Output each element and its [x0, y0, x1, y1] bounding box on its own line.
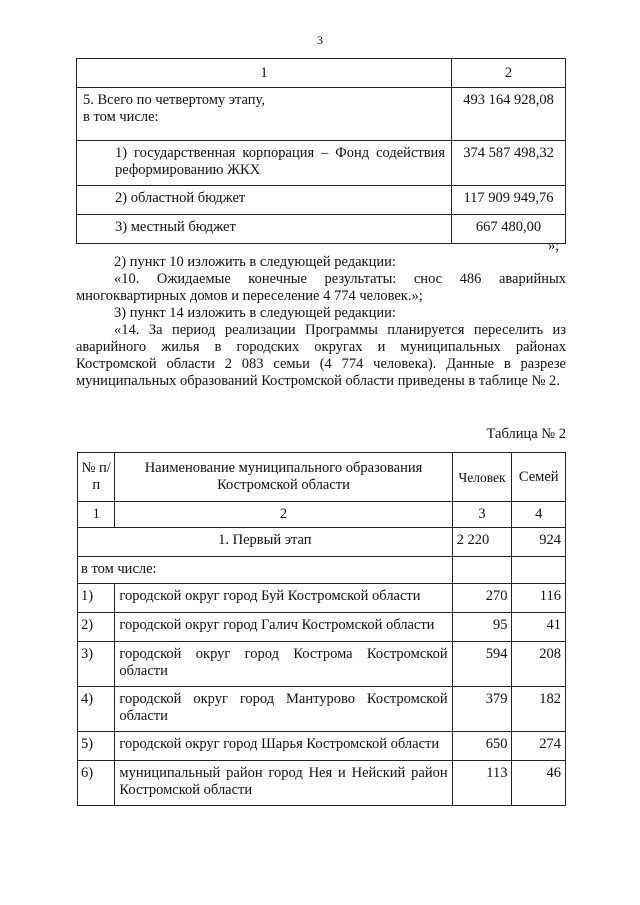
row-label: 1) государственная корпорация – Фонд содействия реформированию ЖКХ — [77, 141, 452, 186]
table-row — [77, 186, 566, 215]
row-value: 117 909 949,76 — [452, 186, 566, 215]
row-name: городской округ город Кострома Костромской области — [115, 642, 452, 687]
row-value: 667 480,00 — [452, 215, 566, 244]
row-value: 493 164 928,08 — [452, 88, 566, 141]
row-people: 113 — [452, 761, 512, 806]
table-row — [78, 761, 566, 806]
row-families: 41 — [512, 613, 566, 642]
row-name: городской округ город Мантурово Костромской области — [115, 687, 452, 732]
empty-cell — [452, 557, 512, 584]
total-stage-4-label: 5. Всего по четвертому этапу, — [83, 92, 265, 108]
row-label: 3) местный бюджет — [77, 215, 452, 244]
table-row — [77, 88, 566, 141]
row-name: городской округ город Галич Костромской области — [115, 613, 452, 642]
table-row — [78, 732, 566, 761]
row-number: 1) — [78, 584, 115, 613]
column-number-1: 1 — [77, 59, 452, 88]
row-families: 208 — [512, 642, 566, 687]
table-row — [77, 215, 566, 244]
paragraph-item-3: 3) пункт 14 изложить в следующей редакции: — [114, 305, 396, 321]
paragraph-item-2: 2) пункт 10 изложить в следующей редакции: — [114, 254, 396, 270]
table-header-row — [77, 59, 566, 88]
row-number: 6) — [78, 761, 115, 806]
row-people: 270 — [452, 584, 512, 613]
row-families: 46 — [512, 761, 566, 806]
row-number: 5) — [78, 732, 115, 761]
table-caption: Таблица № 2 — [486, 426, 566, 442]
row-name: городской округ город Буй Костромской области — [115, 584, 452, 613]
row-name: городской округ город Шарья Костромской области — [115, 732, 452, 761]
table-row — [78, 584, 566, 613]
header-people: Человек — [452, 453, 512, 502]
page-number: 3 — [317, 33, 323, 47]
row-label — [77, 88, 452, 141]
row-people: 594 — [452, 642, 512, 687]
table-header-row — [78, 453, 566, 502]
row-label: 2) областной бюджет — [77, 186, 452, 215]
row-people: 379 — [452, 687, 512, 732]
stage-row — [78, 528, 566, 557]
row-name: муниципальный район город Нея и Нейский район Костромской области — [115, 761, 452, 806]
paragraph-point-10: «10. Ожидаемые конечные результаты: снос 486 аварийных многоквартирных домов и переселение 4 774 человек.»; — [76, 271, 566, 304]
header-name: Наименование муниципального образования Костромской области — [115, 453, 452, 502]
resettlement-table — [77, 452, 566, 806]
header-families: Семей — [512, 453, 566, 502]
table-row — [78, 613, 566, 642]
row-number: 2) — [78, 613, 115, 642]
table-row — [77, 141, 566, 186]
row-people: 650 — [452, 732, 512, 761]
empty-cell — [512, 557, 566, 584]
row-value: 374 587 498,32 — [452, 141, 566, 186]
including-row — [78, 557, 566, 584]
budget-table — [76, 58, 566, 244]
paragraph-point-14: «14. За период реализации Программы планируется переселить из аварийного жилья в городских округах и муниципальных районах Костромской области 2 083 семьи (4 774 человека). Данные в разрезе муниципальных образований Костромской области приведены в таблице № 2. — [76, 322, 566, 389]
row-families: 182 — [512, 687, 566, 732]
row-families: 274 — [512, 732, 566, 761]
stage-families: 924 — [512, 528, 566, 557]
index-cell: 4 — [512, 502, 566, 528]
quote-end-mark: »; — [548, 238, 560, 254]
row-number: 3) — [78, 642, 115, 687]
index-cell: 3 — [452, 502, 512, 528]
amendment-text — [76, 254, 566, 390]
row-people: 95 — [452, 613, 512, 642]
index-cell: 2 — [115, 502, 452, 528]
including-label: в том числе: — [78, 557, 453, 584]
row-number: 4) — [78, 687, 115, 732]
table-row — [78, 687, 566, 732]
table-index-row — [78, 502, 566, 528]
table-row — [78, 642, 566, 687]
row-families: 116 — [512, 584, 566, 613]
including-label: в том числе: — [83, 109, 159, 125]
header-number: № п/п — [78, 453, 115, 502]
column-number-2: 2 — [452, 59, 566, 88]
stage-label: 1. Первый этап — [78, 528, 453, 557]
index-cell: 1 — [78, 502, 115, 528]
stage-people: 2 220 — [452, 528, 512, 557]
